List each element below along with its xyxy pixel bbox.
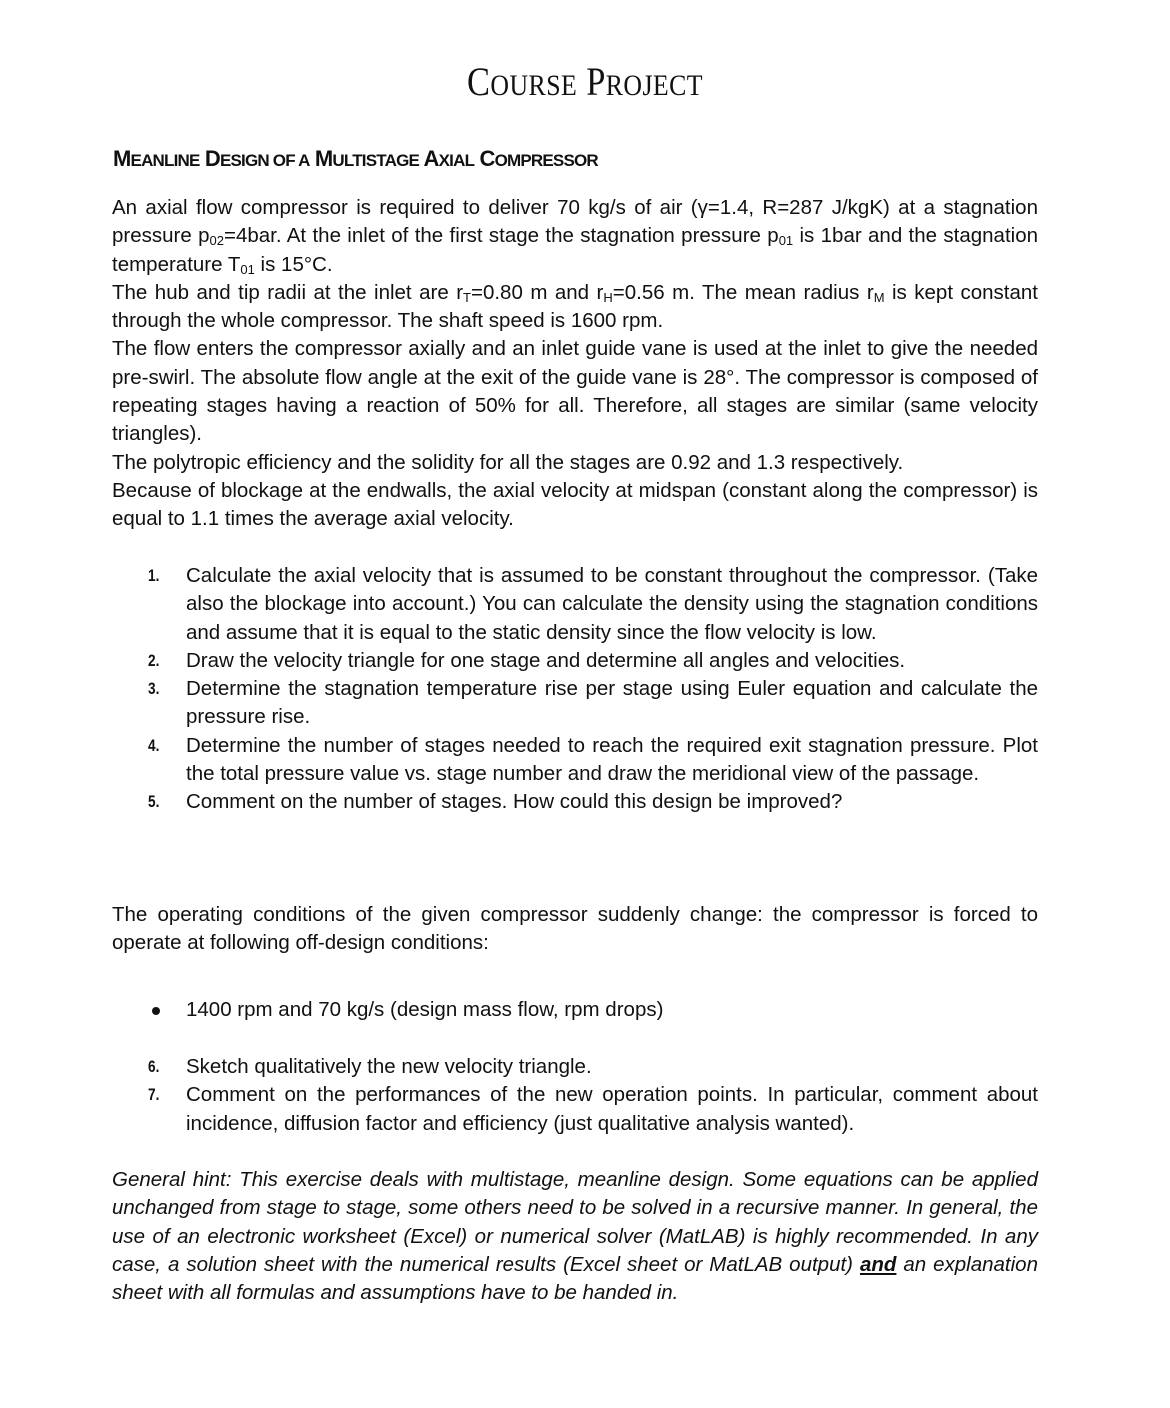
hint-text: General hint: This exercise deals with multistage, meanline design. Some equations can be applied unchanged from stage to stage, some others need to be solved in a recursive manner. In general, the use of an electronic worksheet (Excel) or numerical solver (MatLAB) is highly recommended. In any case, a solution sheet with the numerical results (Excel sheet or MatLAB output) [112, 1168, 1038, 1276]
question-text: Sketch qualitatively the new velocity triangle. [186, 1055, 592, 1078]
offdesign-paragraph: The operating conditions of the given compressor suddenly change: the compressor is forced to operate at following off-design conditions: [112, 903, 1038, 955]
question-text: Comment on the performances of the new operation points. In particular, comment about incidence, diffusion factor and efficiency (just qualitative analysis wanted). [186, 1083, 1038, 1135]
heading-cap: C [479, 146, 495, 171]
question-text: Comment on the number of stages. How could this design be improved? [186, 790, 843, 814]
subscript: M [873, 289, 885, 305]
page-title [82, 58, 1088, 105]
question-item [112, 675, 1038, 732]
title-rest: OURSE [490, 69, 578, 102]
text: =4bar. At the inlet of the first stage the stagnation pressure p [223, 224, 779, 248]
text: =0.56 m. The mean radius r [612, 280, 874, 304]
question-number: 7. [148, 1085, 160, 1105]
paragraph-geometry [112, 279, 1038, 336]
heading-rest: ESIGN OF A [219, 151, 310, 170]
bullet-icon [152, 1007, 160, 1015]
general-hint [112, 1166, 1038, 1307]
section-heading [113, 146, 598, 172]
text: is 1bar and the stagnation temperature T [112, 224, 1039, 276]
offdesign-intro [112, 901, 1038, 958]
heading-cap: M [314, 146, 333, 171]
question-text: Draw the velocity triangle for one stage and determine all angles and velocities. [186, 648, 906, 672]
text: The hub and tip radii at the inlet are r [112, 280, 464, 304]
question-item [112, 647, 1038, 675]
question-number: 2. [148, 650, 160, 670]
heading-cap: M [113, 146, 131, 171]
question-number: 6. [148, 1057, 160, 1076]
question-item [112, 788, 1038, 816]
question-text: Determine the stagnation temperature rise per stage using Euler equation and calculate the pressure rise. [186, 677, 1038, 729]
heading-rest: XIAL [438, 151, 475, 170]
paragraph-efficiency: The polytropic efficiency and the solidity for all the stages are 0.92 and 1.3 respectively. [112, 450, 904, 474]
title-rest: ROJECT [605, 69, 703, 102]
question-item [112, 1053, 1038, 1081]
heading-cap: A [423, 146, 439, 171]
question-text: Determine the number of stages needed to reach the required exit stagnation pressure. Plot the total pressure value vs. stage number and draw the meridional view of the passage. [186, 733, 1038, 786]
text: An axial flow compressor is required to deliver 70 kg/s of air (γ=1.4, R=287 J/kgK) at a stagnation pressure p [112, 196, 1038, 248]
offdesign-bullets [112, 996, 1038, 1024]
question-item [112, 732, 1038, 789]
problem-statement [112, 194, 1038, 534]
text: is kept constant through the whole compressor. The shaft speed is 1600 rpm. [112, 280, 1038, 333]
question-number: 3. [148, 679, 160, 699]
bullet-text: 1400 rpm and 70 kg/s (design mass flow, rpm drops) [186, 998, 664, 1021]
subscript: H [603, 289, 613, 305]
bullet-item [112, 996, 1038, 1024]
title-cap: P [586, 59, 606, 104]
subscript: 01 [778, 233, 794, 249]
text: =0.80 m and r [470, 280, 604, 304]
heading-rest: EANLINE [130, 151, 200, 170]
question-list-offdesign [112, 1053, 1038, 1138]
paragraph-flow: The flow enters the compressor axially and an inlet guide vane is used at the inlet to give the needed pre-swirl. The absolute flow angle at the exit of the guide vane is 28°. The compressor is composed of repeating stages having a reaction of 50% for all. Therefore, all stages are similar (same velocity triangles). [112, 337, 1038, 446]
heading-cap: D [204, 146, 220, 171]
paragraph-conditions [112, 194, 1038, 279]
question-text: Calculate the axial velocity that is assumed to be constant throughout the compressor. (Take also the blockage into account.) You can calculate the density using the stagnation conditions and assume that it is equal to the static density since the flow velocity is low. [186, 564, 1038, 644]
hint-emphasis: and [859, 1252, 897, 1276]
question-number: 4. [148, 735, 160, 755]
heading-rest: ULTISTAGE [332, 151, 420, 170]
subscript: T [463, 289, 471, 305]
question-item [112, 562, 1038, 647]
hint-paragraph [112, 1166, 1038, 1307]
subscript: 01 [240, 261, 255, 277]
question-list [112, 562, 1038, 817]
question-number: 5. [148, 792, 160, 812]
text: is 15°C. [254, 252, 333, 276]
hint-text: an explanation sheet with all formulas and assumptions have to be handed in. [112, 1252, 1038, 1305]
question-item [112, 1081, 1038, 1138]
heading-rest: OMPRESSOR [494, 151, 598, 170]
title-cap: C [467, 59, 491, 104]
subscript: 02 [209, 233, 224, 249]
paragraph-blockage: Because of blockage at the endwalls, the axial velocity at midspan (constant along the compressor) is equal to 1.1 times the average axial velocity. [112, 478, 1038, 531]
question-number: 1. [148, 566, 160, 585]
